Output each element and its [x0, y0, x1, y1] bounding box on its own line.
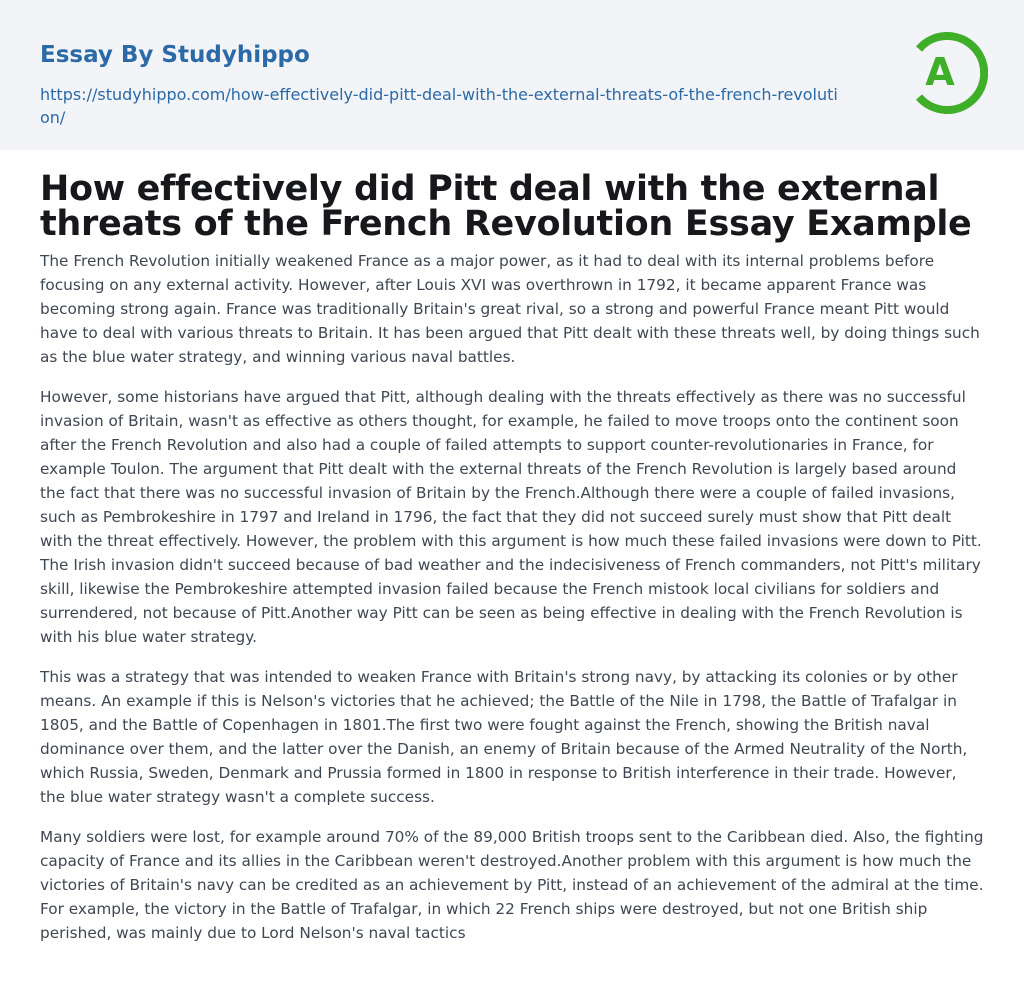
article-paragraph: Many soldiers were lost, for example around 70% of the 89,000 British troops sent to the Caribbean died. Also, the fighting capacity of France and its allies in the Caribbean weren't destroyed.Another problem with this argument is how much the victories of Britain's navy can be credited as an achievement by Pitt, instead of an achievement of the admiral at the time. For example, the victory in the Battle of Trafalgar, in which 22 French ships were destroyed, but not one British ship perished, was mainly due to Lord Nelson's naval tactics — [40, 828, 984, 942]
article-paragraph: The French Revolution initially weakened France as a major power, as it had to deal with its internal problems before focusing on any external activity. However, after Louis XVI was overthrown in 1792, it became apparent France was becoming strong again. France was traditionally Britain's great rival, so a strong and powerful France meant Pitt would have to deal with various threats to Britain. It has been argued that Pitt dealt with these threats well, by doing things such as the blue water strategy, and winning various naval battles. — [40, 252, 980, 366]
article-url-link[interactable]: https://studyhippo.com/how-effectively-did-pitt-deal-with-the-external-threats-of-the-french-revolution/ — [40, 85, 838, 127]
article-body — [40, 249, 985, 961]
studyhippo-logo-icon[interactable] — [906, 28, 988, 118]
article-paragraph: However, some historians have argued that Pitt, although dealing with the threats effectively as there was no successful invasion of Britain, wasn't as effective as others thought, for example, he failed to move troops onto the continent soon after the French Revolution and also had a couple of failed attempts to support counter-revolutionaries in France, for example Toulon. The argument that Pitt dealt with the external threats of the French Revolution is largely based around the fact that there was no successful invasion of Britain by the French.Although there were a couple of failed invasions, such as Pembrokeshire in 1797 and Ireland in 1796, the fact that they did not succeed surely must show that Pitt dealt with the threat effectively. However, the problem with this argument is how much these failed invasions were down to Pitt. The Irish invasion didn't succeed because of bad weather and the indecisiveness of French commanders, not Pitt's military skill, likewise the Pembrokeshire attempted invasion failed because the French mistook local civilians for soldiers and surrendered, not because of Pitt.Another way Pitt can be seen as being effective in dealing with the French Revolution is with his blue water strategy. — [40, 388, 982, 646]
logo-letter: A — [925, 50, 955, 94]
site-header — [0, 0, 1024, 150]
article-paragraph: This was a strategy that was intended to weaken France with Britain's strong navy, by attacking its colonies or by other means. An example if this is Nelson's victories that he achieved; the Battle of the Nile in 1798, the Battle of Trafalgar in 1805, and the Battle of Copenhagen in 1801.The first two were fought against the French, showing the British naval dominance over them, and the latter over the Danish, an enemy of Britain because of the Armed Neutrality of the North, which Russia, Sweden, Denmark and Prussia formed in 1800 in response to British interference in their trade. However, the blue water strategy wasn't a complete success. — [40, 668, 968, 806]
site-brand[interactable]: Essay By Studyhippo — [40, 42, 310, 68]
article-title: How effectively did Pitt deal with the external threats of the French Revolution Essay Example — [40, 169, 972, 244]
